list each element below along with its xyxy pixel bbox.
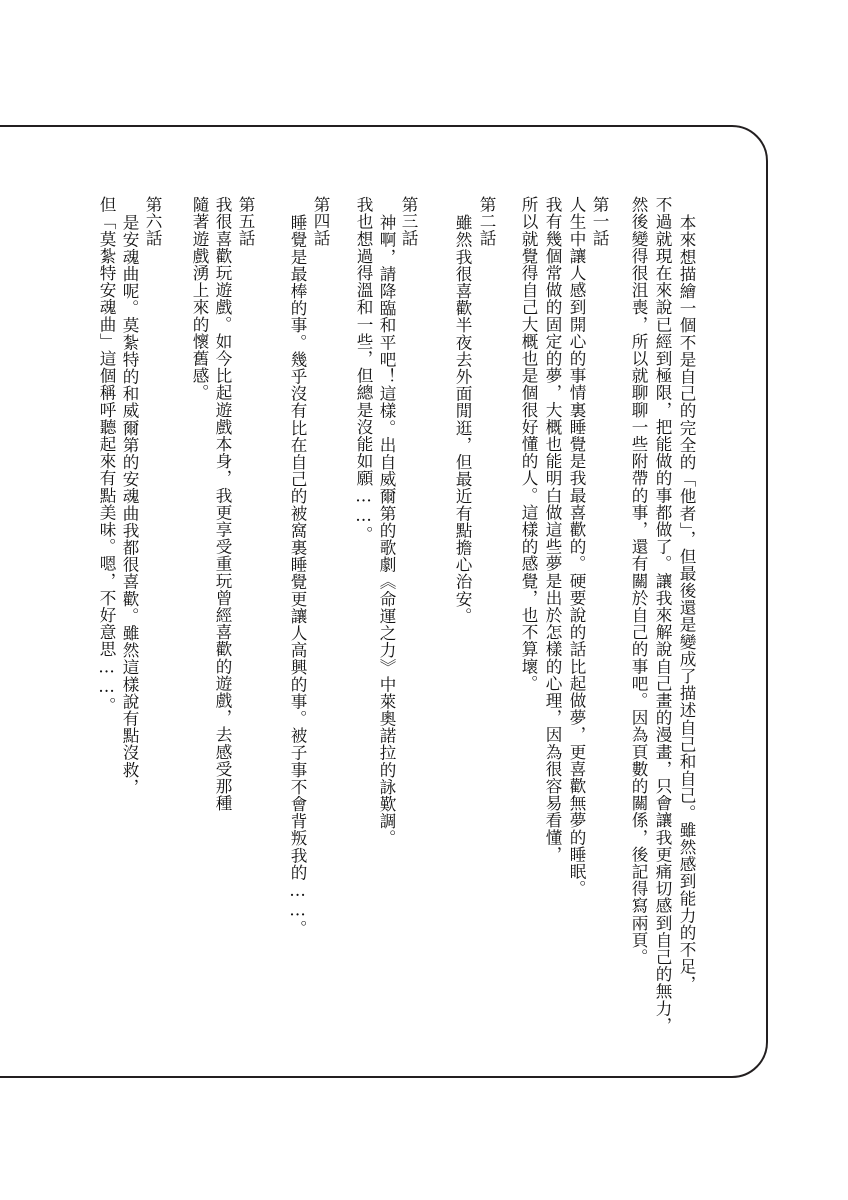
episode-2-line-1: 雖然我很喜歡半夜去外面閒逛，但最近有點擔心治安。	[453, 214, 472, 625]
episode-6-line-1: 是安魂曲呢。莫紮特的和威爾第的安魂曲我都很喜歡。雖然這樣說有點沒救，	[120, 214, 139, 796]
episode-6-heading: 第六話	[143, 196, 162, 246]
intro-line-2: 不過就現在來說已經到極限，把能做的事都做了。讓我來解說自己畫的漫畫，只會讓我更痛切感到自己的無力，	[653, 196, 672, 1034]
episode-5-line-1: 我很喜歡玩遊戲。如今比起遊戲本身，我更享受重玩曾經喜歡的遊戲，去感受那種	[213, 196, 232, 812]
intro-line-3: 然後變得很沮喪，所以就聊聊一些附帶的事，還有關於自己的事吧。因為頁數的關係，後記得寫兩頁。	[629, 196, 648, 966]
episode-5-line-2: 隨著遊戲湧上來的懷舊感。	[190, 196, 209, 402]
episode-5-heading: 第五話	[236, 196, 255, 246]
episode-3-heading: 第三話	[399, 196, 418, 246]
episode-1-heading: 第一話	[590, 196, 609, 246]
episode-1-line-3: 所以就覺得自己大概也是個很好懂的人。這樣的感覺，也不算壞。	[519, 196, 538, 692]
episode-3-line-2: 我也想過得溫和一些，但總是沒能如願……。	[354, 196, 373, 543]
episode-6-line-2: 但「莫紮特安魂曲」這個稱呼聽起來有點美味。嗯，不好意思……。	[97, 196, 116, 714]
episode-1-line-1: 人生中讓人感到開心的事情裏睡覺是我最喜歡的。硬要說的話比起做夢，更喜歡無夢的睡眠。	[567, 196, 586, 898]
episode-4-line-1: 睡覺是最棒的事。幾乎沒有比在自己的被窩裏睡覺更讓人高興的事。被子事不會背叛我的……。	[288, 214, 307, 937]
episode-3-line-1: 神啊，請降臨和平吧！這樣。出自威爾第的歌劇《命運之力》中萊奧諾拉的詠歎調。	[377, 214, 396, 847]
intro-line-1: 本來想描繪一個不是自己的完全的「他者」，但最後還是變成了描述自己和自己。雖然感到能力的不足，	[677, 214, 696, 993]
episode-2-heading: 第二話	[477, 196, 496, 246]
episode-4-heading: 第四話	[311, 196, 330, 246]
episode-1-line-2: 我有幾個常做的固定的夢，大概也能明白做這些夢是出於怎樣的心理，因為很容易看懂，	[543, 196, 562, 863]
